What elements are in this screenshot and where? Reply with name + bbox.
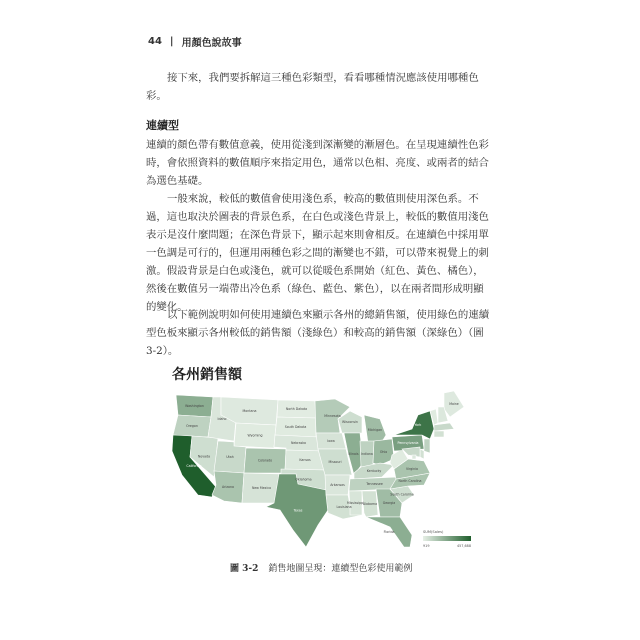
state-label: Ohio	[379, 450, 388, 454]
section-heading: 連續型	[146, 119, 179, 132]
state-label: Utah	[226, 455, 234, 459]
state-delaware	[420, 449, 424, 459]
state-new-jersey	[424, 439, 430, 453]
legend-min-label: 919	[423, 544, 430, 548]
state-label: Illinois	[348, 452, 359, 456]
state-label: South Carolina	[390, 492, 414, 497]
page-number: 44	[148, 36, 162, 47]
legend-color-ramp	[423, 536, 471, 541]
body-paragraph-3: 以下範例說明如何使用連續色來顯示各州的總銷售額，使用綠色的連續型色板來顯示各州較低的銷售額（淺綠色）和較高的銷售額（深綠色）（圖 3-2）。	[146, 309, 490, 357]
figure-caption	[230, 561, 412, 574]
state-label: Arkansas	[330, 483, 345, 487]
state-label: Pennsylvania	[397, 441, 419, 445]
state-label: Mississippi	[347, 501, 364, 505]
state-label: Kansas	[299, 458, 311, 462]
legend-title: SUM(Sales)	[423, 530, 444, 534]
state-label: Nebraska	[290, 441, 307, 445]
state-label: Colorado	[257, 458, 273, 463]
state-label: Kentucky	[366, 469, 382, 473]
state-label: Indiana	[361, 452, 373, 456]
state-massachusetts	[434, 423, 454, 431]
body-paragraph-2: 一般來說，較低的數值會使用淺色系，較高的數值則使用深色系。不過，這也取決於圖表的背景色系，在白色或淺色背景上，較低的數值用淺色表示是沒什麼問題；在深色背景下，顯示起來則會相反。在連續色中採用單一色調是可行的，但運用兩種色彩之間的漸變也不錯，可以帶來視覺上的刺激。假設背景是白色或淺色，就可以從暖色系開始（紅色、黃色、橘色），然後在數值另一端帶出冷色系（綠色、藍色、紫色），以在兩者間形成明顯的變化。	[146, 193, 489, 313]
state-label: Georgia	[382, 501, 396, 505]
state-label: Tennessee	[366, 482, 383, 486]
intro-paragraph: 接下來，我們要拆解這三種色彩類型，看看哪種情況應該使用哪種色彩。	[146, 72, 479, 102]
running-header	[148, 34, 242, 49]
state-label: Arizona	[222, 485, 234, 489]
book-title: 用顏色說故事	[181, 38, 242, 49]
state-label: Florida	[383, 530, 395, 534]
us-sales-map	[168, 385, 476, 553]
state-shapes	[172, 391, 464, 547]
state-label: Maine	[449, 402, 459, 406]
state-label: Michigan	[367, 428, 383, 432]
state-label: Texas	[293, 508, 303, 513]
state-label: New Mexico	[251, 486, 272, 490]
legend-max-label: 457,688	[456, 544, 471, 548]
state-label: Wyoming	[247, 433, 263, 438]
state-label: Iowa	[327, 439, 335, 443]
state-label: New York	[406, 423, 422, 427]
state-label: Washington	[185, 404, 204, 408]
state-label: Missouri	[328, 460, 342, 464]
legend	[423, 530, 471, 548]
state-label: Montana	[242, 409, 257, 413]
header-separator: |	[169, 36, 174, 47]
state-label: Wisconsin	[342, 420, 358, 424]
state-label: California	[186, 464, 202, 468]
state-label: Louisiana	[336, 505, 352, 509]
state-label: Nevada	[197, 454, 211, 459]
state-label: Idaho	[217, 417, 227, 421]
state-label: Minnesota	[324, 414, 341, 418]
figure-title: 各州銷售額	[172, 367, 242, 383]
figure-caption-text: 銷售地圖呈現：連續型色彩使用範例	[268, 564, 413, 574]
state-label: Oklahoma	[295, 477, 312, 482]
state-label: Virginia	[405, 467, 419, 471]
state-label: South Dakota	[284, 425, 307, 429]
state-connecticut	[434, 431, 444, 437]
state-label: North Carolina	[398, 479, 422, 483]
state-label: Alabama	[362, 502, 378, 506]
body-paragraph-1: 連續的顏色帶有數值意義，使用從淺到深漸變的漸層色。在呈現連續性色彩時，會依照資料的數值順序來指定用色，通常以色相、亮度、或兩者的結合為選色基礎。	[146, 139, 489, 187]
state-label: Oregon	[186, 424, 198, 428]
figure-number: 圖 3-2	[230, 564, 259, 574]
state-district-of-columbia	[412, 455, 416, 459]
state-label: North Dakota	[285, 407, 308, 411]
